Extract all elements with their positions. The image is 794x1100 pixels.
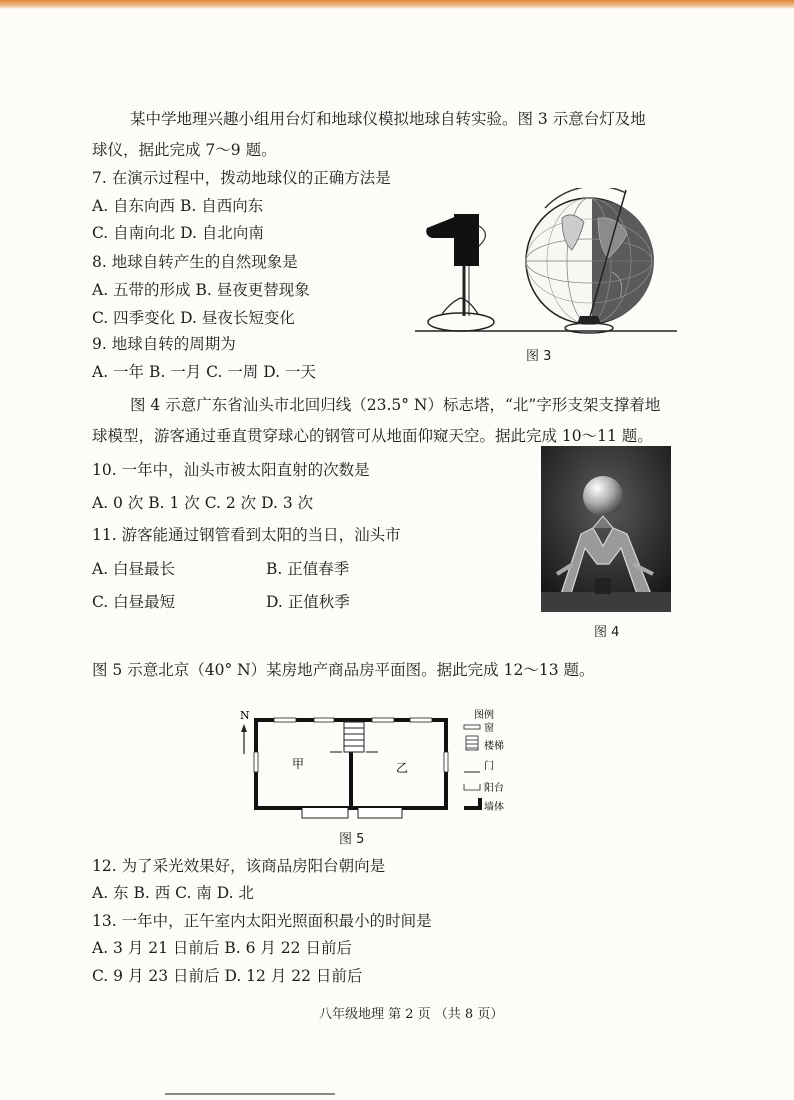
figure-5-caption: 图 5 — [339, 832, 365, 847]
balcony-left — [302, 808, 348, 818]
bottom-edge-mark — [165, 1093, 335, 1095]
figure-3-lamp-globe — [412, 188, 680, 334]
legend-door: 门 — [484, 761, 494, 772]
legend-window: 窗 — [484, 723, 494, 734]
question-12-options: A. 东 B. 西 C. 南 D. 北 — [92, 884, 254, 902]
legend — [464, 708, 504, 813]
stairs-icon — [344, 722, 364, 752]
north-label: N — [240, 709, 250, 722]
question-9-stem: 9. 地球自转的周期为 — [92, 335, 236, 353]
question-8-stem: 8. 地球自转产生的自然现象是 — [92, 253, 298, 271]
question-7-options-row1: A. 自东向西 B. 自西向东 — [92, 197, 264, 215]
legend-stairs: 楼梯 — [484, 741, 504, 752]
intro-text-1: 某中学地理兴趣小组用台灯和地球仪模拟地球自转实验。图 3 示意台灯及地 — [130, 110, 646, 128]
question-11-option-b: B. 正值春季 — [266, 560, 350, 578]
legend-balcony-icon — [464, 784, 480, 790]
question-9-options: A. 一年 B. 一月 C. 一周 D. 一天 — [92, 363, 316, 381]
question-7-options-row2: C. 自南向北 D. 自北向南 — [92, 224, 264, 242]
question-13-stem: 13. 一年中，正午室内太阳光照面积最小的时间是 — [92, 912, 432, 930]
question-13-options-row2: C. 9 月 23 日前后 D. 12 月 22 日前后 — [92, 967, 363, 985]
lamp-icon — [426, 214, 494, 331]
question-13-options-row1: A. 3 月 21 日前后 B. 6 月 22 日前后 — [92, 939, 352, 957]
figure-3-caption: 图 3 — [526, 349, 552, 364]
earth-model — [583, 476, 623, 516]
legend-title: 图例 — [474, 710, 494, 721]
window-icon — [274, 718, 296, 722]
page-footer: 八年级地理 第 2 页 （共 8 页） — [319, 1007, 504, 1022]
intro-text-3: 图 5 示意北京（40° N）某房地产商品房平面图。据此完成 12～13 题。 — [92, 661, 595, 679]
figure-5-floor-plan — [232, 706, 532, 828]
globe-icon — [526, 188, 654, 333]
legend-wall-icon — [464, 798, 480, 808]
question-11-option-c: C. 白昼最短 — [92, 593, 176, 611]
question-10-stem: 10. 一年中，汕头市被太阳直射的次数是 — [92, 461, 370, 479]
question-8-options-row2: C. 四季变化 D. 昼夜长短变化 — [92, 309, 295, 327]
room-yi-label: 乙 — [396, 761, 409, 775]
figure-4-caption: 图 4 — [594, 625, 620, 640]
intro-text-2: 图 4 示意广东省汕头市北回归线（23.5° N）标志塔，“北”字形支架支撑着地 — [130, 396, 661, 414]
legend-stairs-icon — [466, 736, 478, 750]
figure-4-landmark-photo — [541, 446, 671, 612]
question-7-stem: 7. 在演示过程中，拨动地球仪的正确方法是 — [92, 169, 391, 187]
intro-text-1b: 球仪，据此完成 7～9 题。 — [92, 141, 277, 159]
intro-text-2b: 球模型，游客通过垂直贯穿球心的钢管可从地面仰窥天空。据此完成 10～11 题。 — [92, 427, 653, 445]
room-jia-label: 甲 — [292, 757, 305, 771]
question-11-stem: 11. 游客能通过钢管看到太阳的当日，汕头市 — [92, 526, 401, 544]
question-11-option-d: D. 正值秋季 — [266, 593, 350, 611]
question-12-stem: 12. 为了采光效果好，该商品房阳台朝向是 — [92, 857, 386, 875]
question-8-options-row1: A. 五带的形成 B. 昼夜更替现象 — [92, 281, 310, 299]
legend-wall: 墙体 — [484, 802, 504, 813]
legend-balcony: 阳台 — [484, 783, 504, 794]
balcony-right — [358, 808, 402, 818]
question-10-options: A. 0 次 B. 1 次 C. 2 次 D. 3 次 — [92, 494, 314, 512]
page-top-edge — [0, 0, 794, 9]
question-11-option-a: A. 白昼最长 — [92, 560, 176, 578]
